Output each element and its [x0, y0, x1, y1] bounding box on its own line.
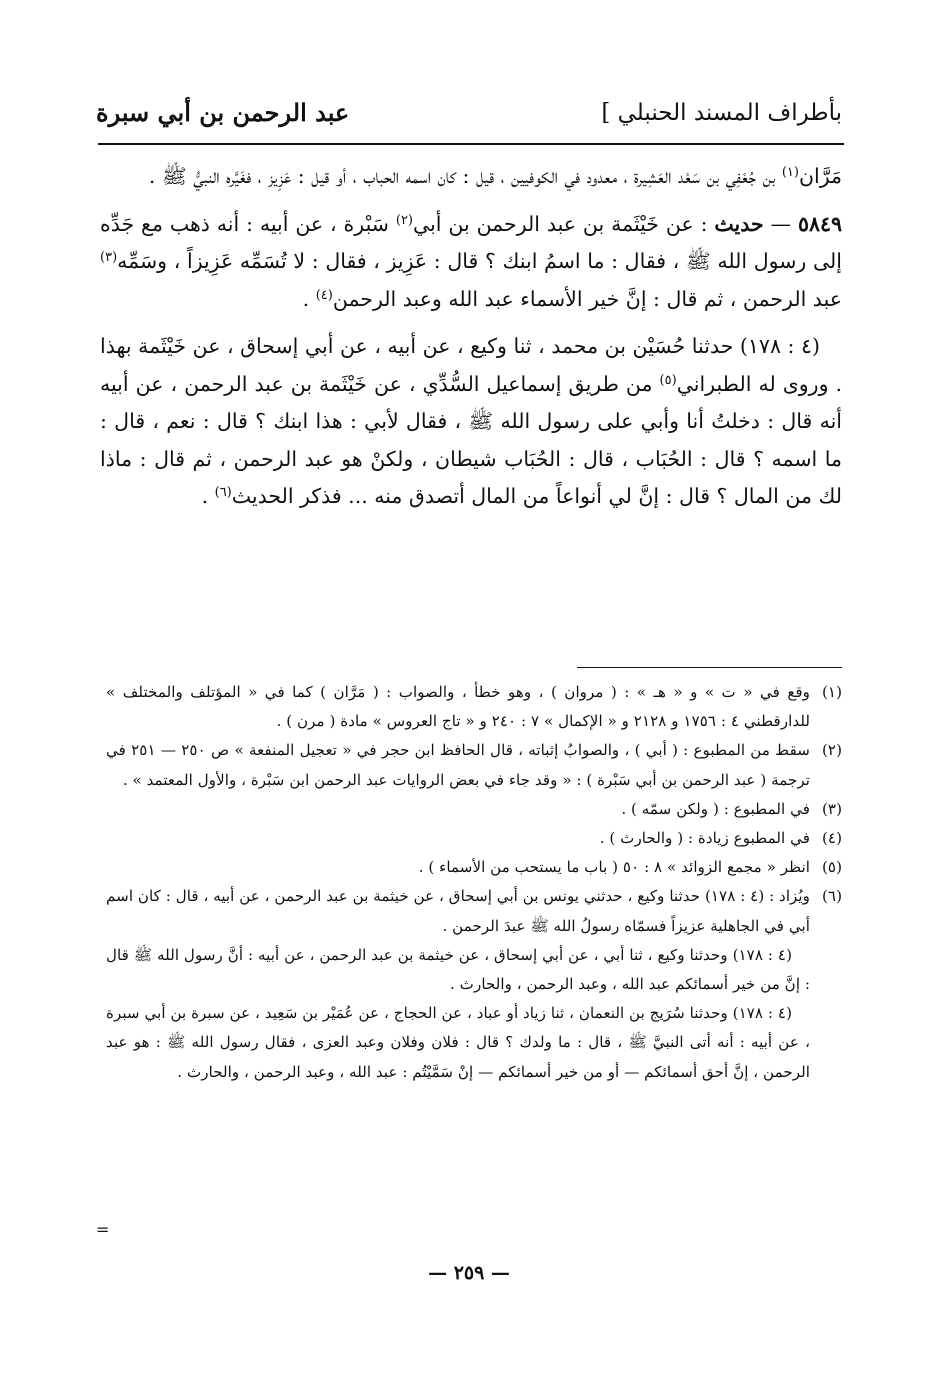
footnote-continuation: (٤ : ١٧٨) وحدثنا سُرَيج بن النعمان ، ثنا زياد أو عباد ، عن الحجاج ، عن عُمَيْر بن سَعِيد ، عن سبرة بن أبي سبرة ، عن أبيه : أنه أتى النبيَّ ﷺ ، قال : ما ولدك ؟ قال : فلان وفلان وعبد العزى ، فقال رسول الله ﷺ : هو عبد الرحمن ، إنَّ أحق أسمائكم — أو من خير أسمائكم — إنْ سَمَّيْتُم : عبد الله ، وعبد الرحمن ، والحارث .: [106, 1004, 810, 1081]
hadith-label: حديث: [714, 211, 764, 236]
hadith-text: سَبْرة ، عن أبيه : أنه ذهب مع جَدِّه إلى رسول الله ﷺ ، فقال : ما اسمُ ابنك ؟ قال : عَزِيز ، فقال : لا تُسَمِّه عَزِيزاً ، وسَمِّه: [100, 211, 842, 273]
footnote: [106, 853, 842, 882]
footnote-ref: (٢): [395, 212, 413, 228]
intro-lead-text: مَرَّان: [798, 164, 842, 188]
hadith-text: عبد الرحمن ، ثم قال : إنَّ خير الأسماء عبد الله وعبد الرحمن: [332, 286, 842, 311]
hadith-text: .: [302, 286, 316, 311]
footnote-number: (٦): [821, 887, 842, 906]
footnote: [106, 824, 842, 853]
hadith-paragraph: ٥٨٤٩ — حديث : عن خَيْثَمة بن عبد الرحمن بن أبي$^{(٢)}$ سَبْرة ، عن أبيه : أنه ذهب مع جَدِّه إلى رسول الله ﷺ ، فقال : ما اسمُ ابنك ؟ قال : عَزِيز ، فقال : لا تُسَمِّه عَزِيزاً ، وسَمِّه$^{(٣)}$ عبد الرحمن ، ثم قال : إنَّ خير الأسماء عبد الله وعبد الرحمن$^{(٤)}$ .: [100, 211, 842, 311]
footnote-ref: (٥): [659, 372, 677, 388]
page-number: — ٢٥٩ —: [428, 1262, 510, 1284]
narration-paragraph: [100, 328, 842, 516]
footnote-continuation: (٤ : ١٧٨) وحدثنا وكيع ، ثنا أبي ، عن أبي إسحاق ، عن خيثمة بن عبد الرحمن ، عن أبيه : أنَّ رسول الله ﷺ قال : إنَّ من خير أسمائكم عبد الله ، وعبد الرحمن ، والحارث .: [106, 945, 810, 994]
footnote-ref: (٦): [214, 484, 232, 500]
narration-text: من طريق إسماعيل السُّدِّي ، عن خَيْثَمة بن عبد الرحمن ، عن أبيه أنه قال : دخلتُ أنا وأبي على رسول الله ﷺ ، فقال لأبي : هذا ابنك ؟ قال : نعم ، قال : ما اسمه ؟ قال : الحُبَاب ، قال : الحُبَاب شيطان ، ولكنْ هو عبد الرحمن ، ثم قال : ماذا لك من المال ؟ قال : إنَّ لي أنواعاً من المال أتصدق منه ... فذكر الحديث: [100, 371, 842, 508]
footnote-separator: [577, 667, 842, 668]
footnote-text: في المطبوع زيادة : ( والحارث ) .: [599, 829, 810, 848]
continuation-mark: =: [96, 1220, 110, 1239]
footnote-text: في المطبوع : ( ولكن سمّه ) .: [621, 799, 810, 818]
footnote-ref: (٤): [315, 287, 333, 303]
footnote: [106, 678, 842, 736]
hadith-number: ٥٨٤٩: [797, 211, 842, 236]
hadith-text: : عن خَيْثَمة بن عبد الرحمن بن أبي: [413, 211, 715, 236]
narration-text: (٤ : ١٧٨) حدثنا حُسَيْن بن محمد ، ثنا وكيع ، عن أبيه ، عن أبي إسحاق ، عن خَيْثَمة بهذا . وروى له الطبراني: [100, 334, 843, 396]
header-rule: [98, 143, 844, 145]
footnotes: [106, 678, 842, 1087]
book-title: بأطراف المسند الحنبلي ]: [601, 100, 842, 126]
footnote-text: انظر « مجمع الزوائد » ٨ : ٥٠ ( باب ما يستحب من الأسماء ) .: [418, 858, 810, 877]
footnote-text: وقع في « ت » و « هـ » : ( مروان ) ، وهو خطأ ، والصواب : ( مَرَّان ) كما في « المؤتلف والمختلف » للدارقطني ٤ : ١٧٥٦ و ٢١٢٨ و « الإكمال » ٧ : ٢٤٠ و « تاج العروس » مادة ( مرن ) .: [106, 683, 810, 731]
footnote-number: (٣): [821, 799, 842, 818]
footnote-ref: (١): [781, 164, 799, 180]
narration-text: .: [201, 484, 215, 508]
section-title: عبد الرحمن بن أبي سبرة: [96, 98, 350, 127]
footnote-text: سقط من المطبوع : ( أبي ) ، والصوابُ إثباته ، قال الحافظ ابن حجر في « تعجيل المنفعة » ص ٢٥٠ — ٢٥١ في ترجمة ( عبد الرحمن بن أبي سَبْرة ) : « وقد جاء في بعض الروايات عبد الرحمن ابن سَبْرة ، والأول المعتمد » .: [106, 741, 811, 789]
footnote-number: (١): [821, 683, 842, 701]
footnote: [106, 736, 842, 794]
footnote-number: (٤): [821, 829, 842, 848]
footnote-number: (٥): [821, 858, 842, 877]
footnote-number: (٢): [821, 741, 842, 760]
footnote-ref: (٣): [100, 249, 118, 265]
intro-paragraph: [100, 158, 842, 196]
main-text: [100, 158, 842, 516]
running-header: [96, 96, 842, 142]
footnote: [106, 882, 842, 940]
intro-text: بن جُعْفِي بن سَعْد العَشِيرة ، معدود في الكوفيين ، قيل : كان اسمه الحباب ، أو قيل : عَزِيز ، فغَيَّره النبيُّ ﷺ .: [148, 164, 782, 188]
footnote-text: ويُزاد : (٤ : ١٧٨) حدثنا وكيع ، حدثني يونس بن أبي إسحاق ، عن خيثمة بن عبد الرحمن ، عن أبيه ، قال : كان اسم أبي في الجاهلية عزيزاً فسمّاه رسولُ الله ﷺ عبدَ الرحمن .: [106, 887, 810, 935]
footnote: [106, 795, 842, 824]
